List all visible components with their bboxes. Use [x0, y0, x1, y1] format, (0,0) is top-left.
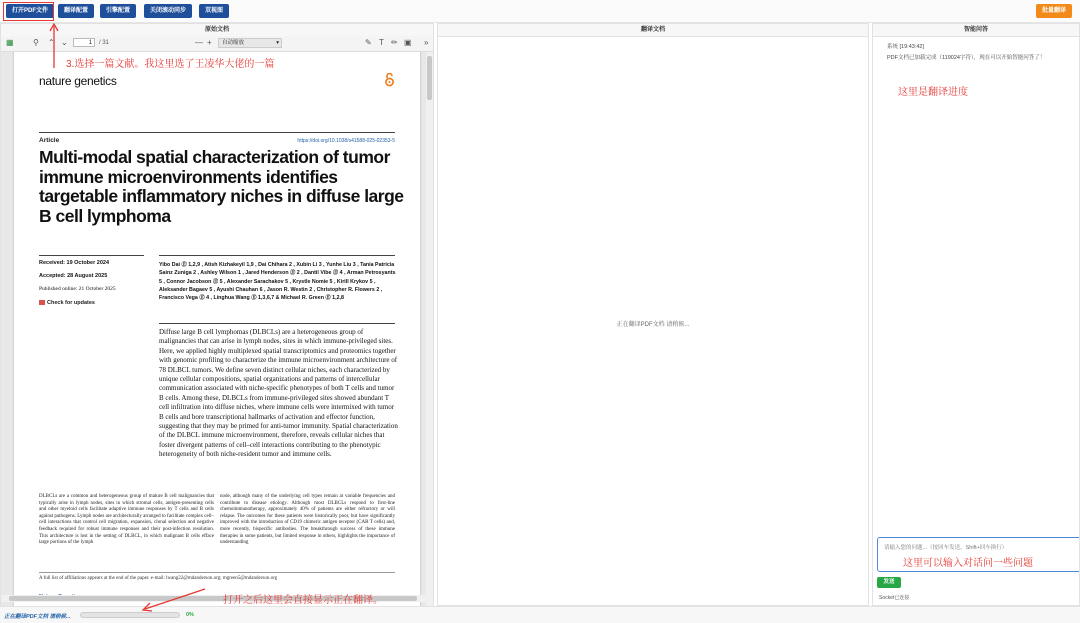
system-message-header: 系统 [19:43:42] — [887, 44, 924, 50]
translate-config-button[interactable]: 翻译配置 — [58, 4, 94, 18]
check-updates-label: Check for updates — [47, 300, 95, 306]
system-message-text: PDF文档已加载完成（119024字符），现在可以开始智能问答了！ — [887, 55, 1046, 61]
zoom-in-button[interactable]: + — [207, 38, 212, 47]
journal-name: nature genetics — [39, 74, 117, 88]
status-bar — [0, 606, 1080, 623]
close-scroll-sync-button[interactable]: 关闭滚动同步 — [144, 4, 192, 18]
connection-status: Socket已连接 — [879, 595, 910, 601]
vertical-scroll-thumb[interactable] — [427, 56, 432, 100]
more-tools-icon[interactable]: » — [424, 38, 429, 47]
original-document-panel — [0, 23, 434, 606]
text-tool-icon[interactable]: T — [379, 38, 384, 47]
received-date: Received: 19 October 2024 — [39, 260, 110, 266]
annotation-status: 打开之后这里会直接显示正在翻译。 — [223, 595, 383, 606]
pdf-page — [14, 52, 420, 620]
original-panel-title: 原始文档 — [1, 24, 433, 37]
batch-translate-button[interactable]: 批量翻译 — [1036, 4, 1072, 18]
pdf-view-area[interactable] — [1, 52, 433, 620]
chat-input[interactable]: 请输入您的问题...（按回车发送，Shift+回车换行） — [877, 537, 1080, 572]
meta-rule — [39, 255, 144, 256]
check-updates-link[interactable] — [39, 300, 95, 306]
sidebar-toggle-icon[interactable]: ▦ — [6, 38, 14, 47]
top-toolbar — [0, 0, 1080, 23]
paper-title: Multi-modal spatial characterization of tumor immune microenvironments identifies targetable inflammatory niches in diffuse large B cell lymphoma — [39, 147, 404, 226]
header-rule — [39, 132, 395, 133]
qa-panel — [872, 23, 1080, 606]
search-icon[interactable]: ⚲ — [33, 38, 39, 47]
accepted-date: Accepted: 28 August 2025 — [39, 273, 108, 279]
article-type: Article — [39, 137, 60, 144]
translating-message: 正在翻译PDF文档 请稍候... — [616, 322, 690, 328]
zoom-select[interactable] — [218, 38, 282, 48]
author-rule — [159, 255, 395, 256]
chat-log — [877, 38, 1075, 518]
chevron-up-icon[interactable]: ⌃ — [48, 38, 55, 47]
vertical-scrollbar[interactable] — [426, 52, 433, 620]
highlight-box — [3, 2, 54, 21]
abstract-rule — [159, 323, 395, 324]
draw-tool-icon[interactable]: ✏ — [391, 38, 398, 47]
progress-percent: 0% — [186, 612, 194, 618]
image-tool-icon[interactable]: ▣ — [404, 38, 412, 47]
page-number-input[interactable]: 1 — [73, 38, 95, 47]
open-pdf-button[interactable]: 打开PDF文件 — [6, 4, 54, 18]
progress-bar — [80, 612, 180, 618]
abstract-text: Diffuse large B cell lymphomas (DLBCLs) are a heterogeneous group of malignancies that can arise in lymph nodes, sites in which immune-privileged sites. Here, we applied highly multiplexed spatial transcriptomics and proteomics together with genomic profiling to characterize the immune microenvironment architecture of 78 DLBCL tumors. We define seven distinct cellular niches, each characterized by unique cellular compositions, spatial organizations and patterns of intercellular communication associated with niche-specific phenotypes of both T cells and tumor B cells. Among these, DLBCLs from immune-privileged sites showed abundant T cell infiltration into diffuse niches, where immune cells were intermixed with tumor B cells and bore transcriptional hallmarks of activation and effector function, suggesting that they may be primed for anti-tumor immunity. Spatial characterization of the DLBCL immune microenvironment, therefore, reveals cellular niches that foster divergent patterns of cell–cell interactions contributing to the phenotypic heterogeneity of both niche-resident tumor and immune cells. — [159, 328, 398, 459]
dual-view-button[interactable]: 双视图 — [199, 4, 229, 18]
body-column-right: node, although many of the underlying cell types remain at variable frequencies and contribute to disease etiology. Although most DLBCLs respond to first-line chemoimmunotherapy, approximately 40% of patients are either refractory or will relapse. The outcomes for these patients were historically poor, but have significantly improved with the introduction of CD19 chimeric antigen receptor (CAR T cells) and, more recently, bispecific antibodies. The breakthrough success of these immune therapies in some patients, but limited response in others, highlights the importance of understanding — [220, 494, 395, 546]
annotation-ask: 这里可以输入对话问一些问题 — [903, 558, 1033, 569]
footnote: A full list of affiliations appears at the end of the paper. e-mail: lwang22@mdanderson.org; mgreen5@mdanderson.org — [39, 576, 278, 581]
annotation-progress: 这里是翻译进度 — [898, 87, 968, 98]
body-column-left: DLBCLs are a common and heterogeneous group of mature B cell malignancies that typically arise in lymph nodes, sites in which stromal cells, antigen-presenting cells and other myeloid cells facilitate adaptive immune responses by T cells and B cells against pathogens. Lymph nodes are architecturally arranged to facilitate complex cell–cell interactions that control cell migration, expansion, clonal selection and negative feedback required for robust immune responses and their post-infection resolution. This architecture is lost in the setting of DLBCL, in which malignant B cells efface large portions of the lymph — [39, 494, 214, 546]
zoom-select-value: 自动缩放 — [222, 40, 245, 46]
doi-link[interactable]: https://doi.org/10.1038/s41588-025-02353-5 — [297, 138, 395, 144]
footnote-rule — [39, 572, 395, 573]
chevron-down-icon: ▾ — [276, 40, 279, 46]
status-text: 正在翻译PDF文档 请稍候... — [4, 614, 71, 620]
published-date: Published online: 21 October 2025 — [39, 286, 116, 292]
translated-document-panel — [437, 23, 869, 606]
author-list: Yibo Dai Ⓔ 1,2,9 , Atish Kizhakeyil 1,9 , Dai Chihara 2 , Xubin Li 3 , Yunhe Liu 3 , Tania Patricia Sainz Zuniga 2 , Ashley Wilson 1 , Jared Henderson Ⓔ 2 , Dantil Vibe Ⓔ 4 , Arman Petrosyants 5 , Connor Jacobson Ⓔ 5 , Alexander Sarachakov 5 , Krystle Nomie 5 , Kirill Krykov 5 , Aleksander Bagaev 5 , Ayushi Chauhan 6 , Jason R. Westin 2 , Christopher R. Flowers 2 , Francisco Vega Ⓔ 4 , Linghua Wang Ⓔ 1,3,6,7 & Michael R. Green Ⓔ 1,2,8 — [159, 262, 396, 302]
pdf-viewer-toolbar — [1, 36, 433, 52]
page-total: / 31 — [99, 40, 110, 46]
highlight-pen-icon[interactable]: ✎ — [365, 38, 372, 47]
zoom-out-button[interactable]: — — [195, 38, 203, 47]
annotation-choose-paper: 3.选择一篇文献。我这里选了王凌华大佬的一篇 — [66, 59, 275, 70]
chevron-down-icon[interactable]: ⌄ — [61, 38, 68, 47]
qa-panel-title: 智能问答 — [873, 24, 1079, 37]
engine-config-button[interactable]: 引擎配置 — [100, 4, 136, 18]
open-access-icon — [384, 72, 395, 87]
translated-panel-title: 翻译文档 — [438, 24, 868, 37]
send-button[interactable]: 发送 — [877, 577, 901, 588]
check-updates-icon — [39, 300, 45, 305]
